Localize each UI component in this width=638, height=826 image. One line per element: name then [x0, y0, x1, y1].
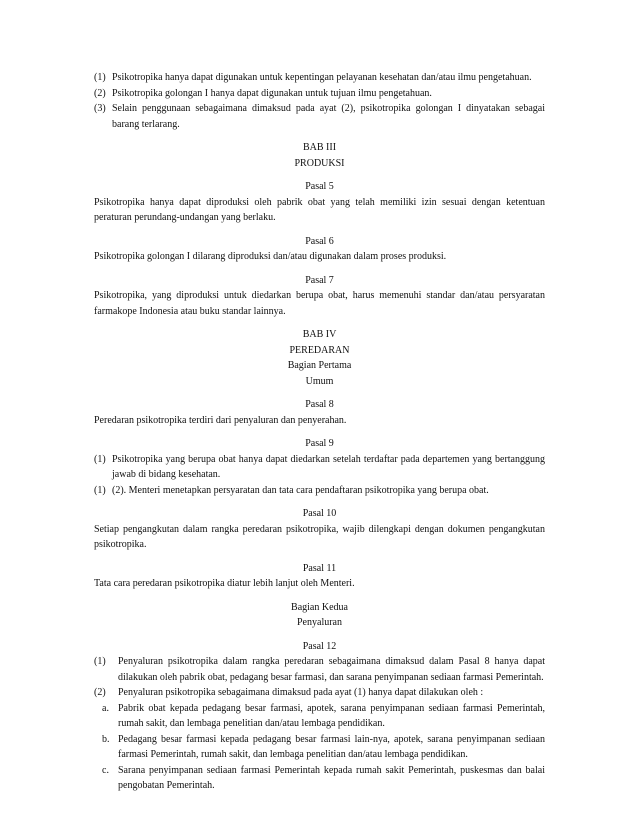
article-item [94, 685, 545, 701]
intro-item-1 [94, 70, 545, 86]
article-heading: Pasal 5 [305, 181, 334, 192]
subitem-letter: c. [102, 764, 109, 776]
article-text: Setiap pengangkutan dalam rangka peredaran psikotropika, wajib dilengkapi dengan dokumen pengangkutan psikotropika. [94, 523, 545, 550]
item-text: Selain penggunaan sebagaimana dimaksud pada ayat (2), psikotropika golongan I dinyatakan sebagai barang terlarang. [112, 103, 545, 130]
article-text: Psikotropika hanya dapat diproduksi oleh pabrik obat yang telah memiliki izin sesuai dengan ketentuan peraturan perundang-undangan yang berlaku. [94, 196, 545, 223]
subitem-text: Sarana penyimpanan sediaan farmasi Pemerintah kepada rumah sakit Pemerintah, puskesmas dan balai pengobatan Pemerintah. [118, 764, 545, 791]
item-number: (1) [94, 453, 106, 465]
article-heading: Pasal 8 [305, 399, 334, 410]
article-heading: Pasal 10 [302, 508, 337, 519]
item-text: (2). Menteri menetapkan persyaratan dan tata cara pendaftaran psikotropika yang berupa obat. [112, 484, 489, 496]
article-heading: Pasal 6 [305, 235, 334, 247]
article-item [94, 483, 545, 499]
item-text: Penyaluran psikotropika sebagaimana dimaksud pada ayat (1) hanya dapat dilakukan oleh : [118, 687, 484, 698]
part-title: Penyaluran [297, 617, 342, 628]
intro-item-3 [94, 101, 545, 132]
chapter-heading: BAB III [302, 142, 337, 153]
part-title: Umum [305, 375, 334, 387]
chapter-title: PRODUKSI [294, 157, 345, 169]
item-number: (1) [94, 72, 106, 83]
article-text: Peredaran psikotropika terdiri dari penyaluran dan penyerahan. [94, 414, 347, 426]
article-heading: Pasal 11 [302, 562, 337, 574]
subitem-text: Pabrik obat kepada pedagang besar farmasi, apotek, sarana penyimpanan sediaan farmasi Pemerintah, rumah sakit, dan lembaga penelitian dan/atau lembaga pendidikan. [118, 702, 545, 729]
item-number: (3) [94, 103, 106, 114]
article-heading: Pasal 9 [305, 438, 334, 449]
item-text: Penyaluran psikotropika dalam rangka peredaran sebagaimana dimaksud dalam Pasal 8 hanya dapat dilakukan oleh pabrik obat, pedagang besar farmasi, dan sarana penyimpanan sediaan farmasi Pemerintah. [118, 656, 545, 683]
chapter-heading: BAB IV [302, 329, 337, 340]
article-heading: Pasal 12 [302, 640, 337, 652]
subitem-letter: b. [102, 733, 110, 745]
article-subitem [102, 763, 545, 794]
article-item [94, 654, 545, 685]
item-number: (1) [94, 656, 106, 667]
document-page [94, 70, 545, 794]
article-text: Psikotropika, yang diproduksi untuk diedarkan berupa obat, harus memenuhi standar dan/atau persyaratan farmakope Indonesia atau buku standar lainnya. [94, 290, 545, 317]
article-item [94, 452, 545, 483]
item-number: (2) [94, 687, 106, 698]
item-text: Psikotropika yang berupa obat hanya dapat diedarkan setelah terdaftar pada departemen yang bertanggung jawab di bidang kesehatan. [112, 453, 545, 480]
intro-item-2 [94, 86, 545, 102]
subitem-letter: a. [102, 702, 109, 714]
item-number: (1) [94, 484, 106, 496]
item-number: (2) [94, 87, 106, 99]
subitem-text: Pedagang besar farmasi kepada pedagang besar farmasi lain-nya, apotek, sarana penyimpanan sediaan farmasi Pemerintah, rumah sakit, dan lembaga penelitian dan/atau lembaga pendidikan. [118, 733, 545, 760]
item-text: Psikotropika hanya dapat digunakan untuk kepentingan pelayanan kesehatan dan/atau ilmu pengetahuan. [112, 72, 532, 83]
part-heading: Bagian Pertama [287, 360, 352, 371]
article-subitem [102, 732, 545, 763]
article-text: Psikotropika golongan I dilarang diproduksi dan/atau digunakan dalam proses produksi. [94, 251, 447, 262]
item-text: Psikotropika golongan I hanya dapat digunakan untuk tujuan ilmu pengetahuan. [112, 87, 432, 99]
part-heading: Bagian Kedua [291, 601, 348, 613]
article-text: Tata cara peredaran psikotropika diatur lebih lanjut oleh Menteri. [94, 578, 355, 589]
article-subitem [102, 701, 545, 732]
chapter-title: PEREDARAN [289, 344, 350, 356]
article-heading: Pasal 7 [305, 274, 334, 286]
